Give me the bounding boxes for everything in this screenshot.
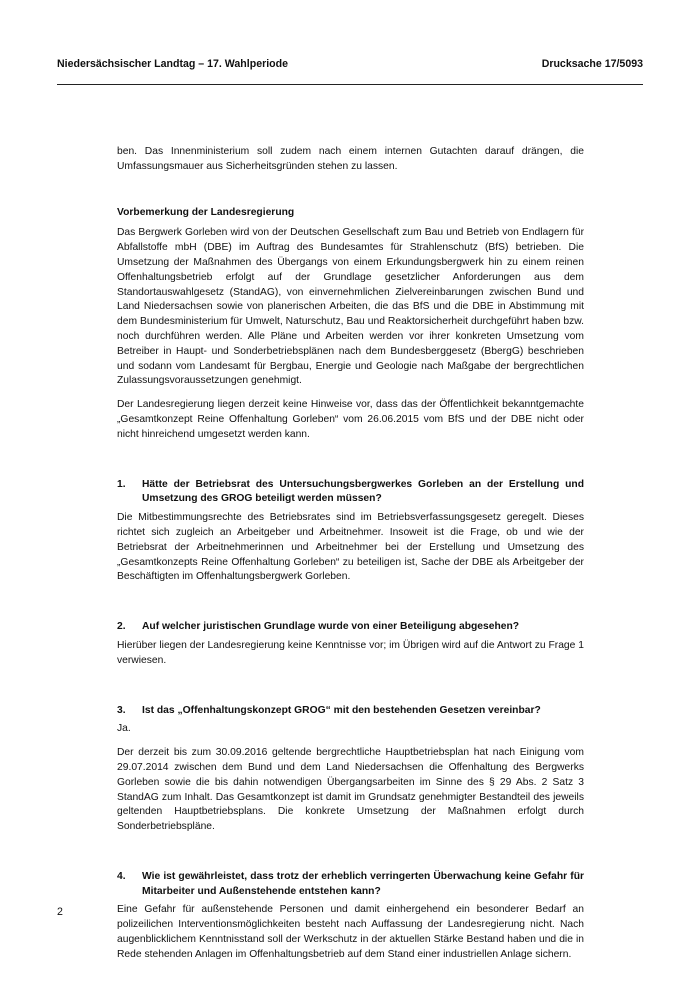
answer-4: Eine Gefahr für außenstehende Personen und damit einhergehend ein besonderer Bedarf an polizeilichen Interventionsmöglichkeiten besteht nach Auffassung der Landesregierung nicht. Nach augenblicklichem Kenntnisstand soll der Werkschutz in der aktuellen Stärke Bestand haben und die in Rede stehenden Anlagen im Offenhaltungsbetrieb auf dem Stand einer industriellen Anlage sichern.: [117, 904, 584, 960]
question-4-number: 4.: [117, 870, 126, 882]
document-number: Drucksache 17/5093: [541, 58, 643, 70]
question-4: [117, 870, 584, 900]
question-1-text: Hätte der Betriebsrat des Untersuchungsbergwerkes Gorleben an der Erstellung und Umsetzung des GROG beteiligt werden müssen?: [142, 478, 584, 505]
question-3: [117, 704, 584, 719]
document-body: [117, 145, 584, 972]
question-4-text: Wie ist gewährleistet, dass trotz der erheblich verringerten Überwachung keine Gefahr für Mitarbeiter und Außenstehende entstehen kann?: [142, 870, 584, 897]
page-number: 2: [57, 906, 63, 918]
header-title: Niedersächsischer Landtag – 17. Wahlperiode: [57, 58, 288, 70]
question-3-text: Ist das „Offenhaltungskonzept GROG“ mit den bestehenden Gesetzen vereinbar?: [142, 704, 541, 716]
question-2: [117, 620, 584, 635]
question-1-number: 1.: [117, 478, 126, 490]
page-header: [57, 58, 643, 70]
answer-3-detail: Der derzeit bis zum 30.09.2016 geltende bergrechtliche Hauptbetriebsplan hat nach Einigung vom 29.07.2014 zwischen dem Bund und dem Land Niedersachsen die Offenhaltung des Bergwerks Gorleben sowie die bis dahin notwendigen Übergangsarbeiten im Sinne des § 29 Abs. 2 Satz 3 StandAG zum Inhalt. Das Gesamtkonzept ist damit im Grundsatz genehmigter Bestandteil des jeweils geltenden Hauptbetriebsplans. Die konkrete Umsetzung der Maßnahmen erfolgt durch Sonderbetriebspläne.: [117, 747, 584, 833]
vorbemerkung-paragraph-1: Das Bergwerk Gorleben wird von der Deutschen Gesellschaft zum Bau und Betrieb von Endlagern für Abfallstoffe mbH (DBE) im Auftrag des Bundesamtes für Strahlenschutz (BfS) betrieben. Die Umsetzung der Maßnahmen des Übergangs von einem Erkundungsbergwerk hin zu einem reinen Offenhaltungsbetrieb erfolgt auf der Grundlage gesetzlicher Anforderungen aus dem Standortauswahlgesetz (StandAG), von einvernehmlichen Zielvereinbarungen zwischen Bund und Land Niedersachsen sowie von planerischen Arbeiten, die das BfS und die DBE in Abstimmung mit dem Bundesministerium für Umwelt, Naturschutz, Bau und Reaktorsicherheit durchgeführt haben bzw. noch durchführen werden. Alle Pläne und Arbeiten werden vor ihrer konkreten Umsetzung vom Betreiber in Haupt- und Sonderbetriebsplänen nach dem Bundesberggesetz (BbergG) beschrieben und sodann vom Landesamt für Bergbau, Energie und Geologie nach Maßgabe der bergrechtlichen Zulassungsvoraussetzungen genehmigt.: [117, 227, 584, 387]
question-2-text: Auf welcher juristischen Grundlage wurde von einer Beteiligung abgesehen?: [142, 621, 520, 633]
intro-paragraph: ben. Das Innenministerium soll zudem nach einem internen Gutachten darauf drängen, die Umfassungsmauer aus Sicherheitsgründen stehen zu lassen.: [117, 146, 584, 172]
question-2-number: 2.: [117, 621, 126, 633]
question-1: [117, 478, 584, 508]
answer-3-short: Ja.: [117, 723, 131, 735]
answer-1: Die Mitbestimmungsrechte des Betriebsrates sind im Betriebsverfassungsgesetz geregelt. Dieses richtet sich zugleich an Arbeitgeber und Arbeitnehmer. Insoweit ist die Frage, ob und wie der Betriebsrat der Arbeitnehmerinnen und Arbeitnehmer bei der Erstellung und Umsetzung des „Gesamtkonzepts Reine Offenhaltung Gorleben“ zu beteiligen ist, Sache der DBE als Arbeitgeber der Beschäftigten im Offenhaltungsbergwerk Gorleben.: [117, 512, 584, 583]
vorbemerkung-paragraph-2: Der Landesregierung liegen derzeit keine Hinweise vor, dass das der Öffentlichkeit bekanntgemachte „Gesamtkonzept Reine Offenhaltung Gorleben“ vom 26.06.2015 vom BfS und der DBE nicht oder nicht hinreichend umgesetzt werden kann.: [117, 399, 584, 440]
vorbemerkung-heading: Vorbemerkung der Landesregierung: [117, 206, 295, 218]
header-rule: [57, 84, 643, 85]
question-3-number: 3.: [117, 704, 126, 716]
answer-2: Hierüber liegen der Landesregierung keine Kenntnisse vor; im Übrigen wird auf die Antwort zu Frage 1 verwiesen.: [117, 639, 584, 666]
